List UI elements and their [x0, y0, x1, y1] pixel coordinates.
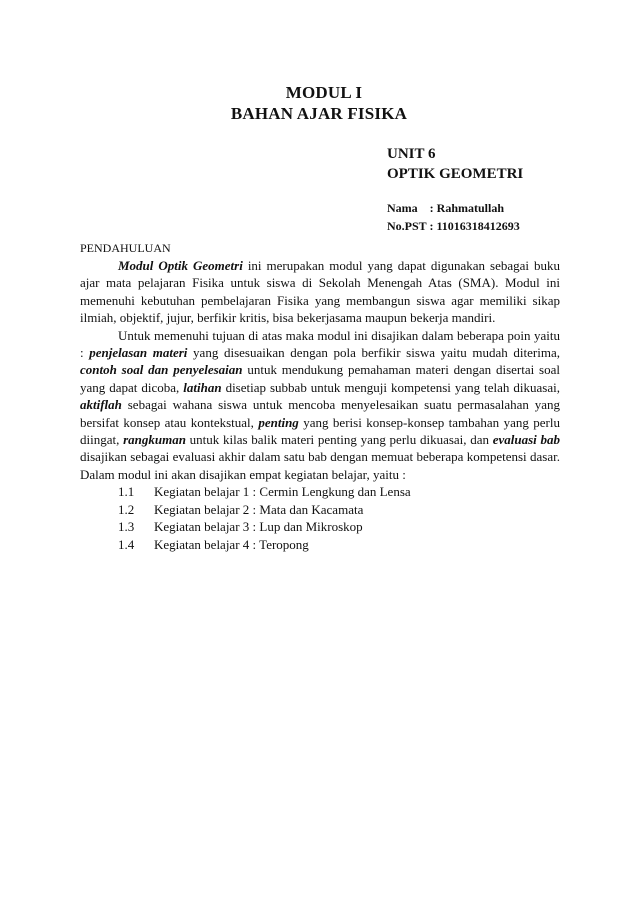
- intro-paragraph: [80, 257, 560, 327]
- keyword-rangkuman: rangkuman: [123, 432, 186, 448]
- list-item: [80, 483, 560, 500]
- keyword-penjelasan-materi: penjelasan materi: [89, 345, 188, 361]
- author-name: Nama : Rahmatullah: [387, 201, 505, 215]
- activity-number: 1.3: [118, 519, 135, 535]
- module-title: MODUL I: [285, 83, 363, 102]
- unit-title: OPTIK GEOMETRI: [387, 166, 524, 182]
- unit-number: UNIT 6: [387, 146, 436, 162]
- structure-text-8: disajikan sebagai evaluasi akhir dalam satu bab dengan memuat beberapa kompetensi dasar. Dalam modul ini akan disajikan empat kegiatan belajar, yaitu :: [80, 449, 560, 482]
- structure-text-5: sebagai wahana siswa untuk mencoba menyelesaikan suatu permasalahan yang bersifat konsep atau kontekstual,: [80, 397, 560, 430]
- author-pst: No.PST : 11016318412693: [387, 219, 520, 233]
- list-item: [80, 536, 560, 553]
- list-item: [80, 518, 560, 535]
- structure-text-7: untuk kilas balik materi penting yang perlu dikuasai, dan: [185, 432, 493, 448]
- section-heading: PENDAHULUAN: [80, 241, 171, 255]
- keyword-contoh-soal: contoh soal dan penyelesaian: [80, 362, 243, 378]
- title-block: [0, 82, 638, 124]
- intro-text: ini merupakan modul yang dapat digunakan sebagai buku ajar mata pelajaran Fisika untuk siswa di Sekolah Menengah Atas (SMA). Modul ini memenuhi kebutuhan pembelajaran Fisika yang membangun siswa agar memiliki sikap ilmiah, objektif, jujur, berfikir kritis, bisa bekerjasama maupun bekerja mandiri.: [80, 258, 560, 326]
- keyword-aktiflah: aktiflah: [80, 397, 122, 413]
- activity-list: [80, 483, 560, 553]
- list-item: [80, 501, 560, 518]
- structure-paragraph: [80, 327, 560, 484]
- structure-text-2: yang disesuaikan dengan pola berfikir siswa yaitu mudah diterima,: [187, 345, 560, 361]
- structure-text-6: yang berisi konsep-konsep tambahan yang perlu diingat,: [80, 414, 560, 448]
- activity-text: Kegiatan belajar 3 : Lup dan Mikroskop: [154, 519, 363, 535]
- activity-number: 1.1: [118, 484, 135, 500]
- body-content: [80, 240, 560, 553]
- activity-text: Kegiatan belajar 2 : Mata dan Kacamata: [154, 501, 364, 517]
- structure-text-4: disetiap subbab untuk menguji kompetensi yang telah dikuasai,: [221, 379, 560, 395]
- structure-text-1: Untuk memenuhi tujuan di atas maka modul ini disajikan dalam beberapa poin yaitu :: [80, 327, 560, 361]
- unit-block: [387, 144, 523, 184]
- activity-number: 1.2: [118, 501, 135, 517]
- author-block: [387, 199, 520, 235]
- structure-text-3: untuk mendukung pemahaman materi dengan disertai soal yang dapat dicoba,: [80, 362, 560, 395]
- activity-number: 1.4: [118, 536, 135, 552]
- module-name-emphasis: Modul Optik Geometri: [118, 258, 243, 273]
- keyword-penting: penting: [258, 414, 299, 430]
- activity-text: Kegiatan belajar 4 : Teropong: [154, 536, 309, 552]
- keyword-latihan: latihan: [183, 379, 222, 395]
- module-subtitle: BAHAN AJAR FISIKA: [230, 104, 408, 123]
- keyword-evaluasi-bab: evaluasi bab: [492, 432, 560, 448]
- activity-text: Kegiatan belajar 1 : Cermin Lengkung dan Lensa: [154, 484, 411, 500]
